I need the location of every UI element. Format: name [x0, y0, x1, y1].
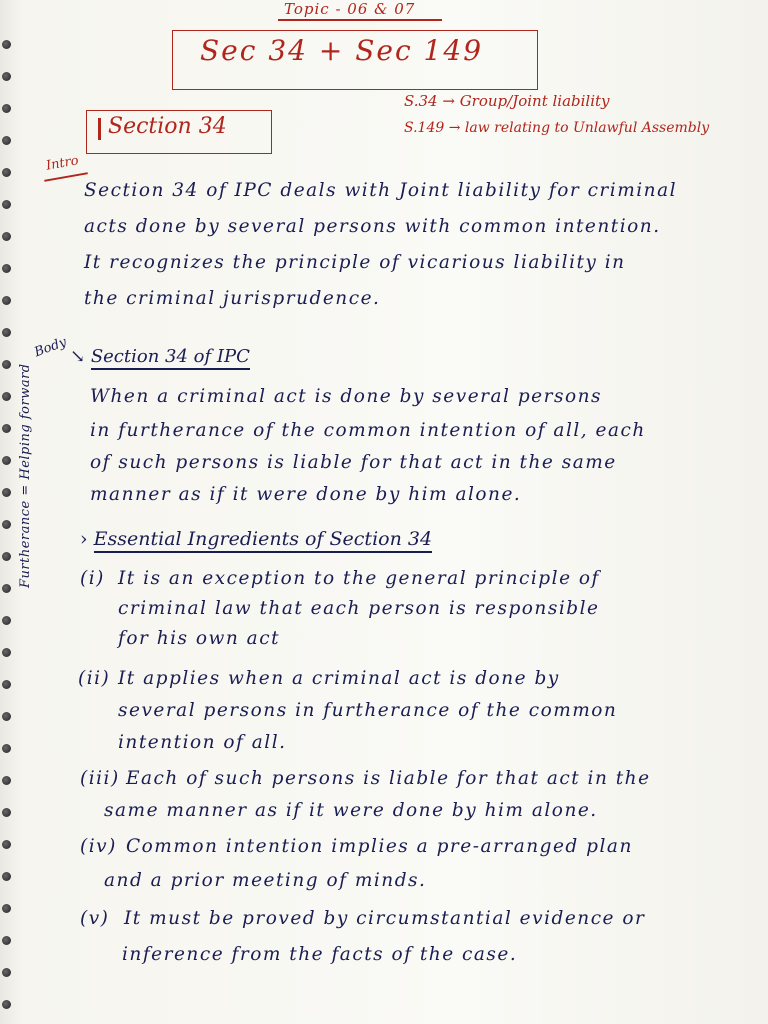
body-label: Body	[32, 334, 69, 361]
ingredient-2-number: (ii)	[78, 668, 111, 689]
ingredients-heading: › Essential Ingredients of Section 34	[80, 528, 432, 550]
side-note: Furtherance = Helping forward	[18, 363, 33, 588]
definition-line-1: When a criminal act is done by several persons	[90, 386, 602, 407]
ingredient-3-number: (iii)	[80, 768, 120, 789]
section-label: Section 34	[108, 114, 227, 139]
ingredient-2-line-3: intention of all.	[118, 732, 287, 753]
intro-line-4: the criminal jurisprudence.	[84, 288, 381, 309]
ingredient-3-line-1: Each of such persons is liable for that act in the	[126, 768, 651, 789]
ingredient-3-line-2: same manner as if it were done by him alone.	[104, 800, 598, 821]
definition-line-2: in furtherance of the common intention of all, each	[90, 420, 646, 441]
intro-line-3: It recognizes the principle of vicarious liability in	[84, 252, 626, 273]
definition-heading: ↘ Section 34 of IPC	[70, 346, 250, 367]
ingredient-5-line-1: It must be proved by circumstantial evidence or	[124, 908, 646, 929]
arrow-icon: ›	[80, 528, 94, 550]
intro-line-2: acts done by several persons with common intention.	[84, 216, 661, 237]
spiral-binding	[0, 0, 20, 1024]
ingredient-4-line-2: and a prior meeting of minds.	[104, 870, 427, 891]
page-title: Sec 34 + Sec 149	[200, 34, 484, 67]
ingredient-4-line-1: Common intention implies a pre-arranged plan	[126, 836, 633, 857]
intro-label: Intro	[44, 153, 80, 174]
topic-underline	[278, 19, 442, 21]
ingredient-4-number: (iv)	[80, 836, 117, 857]
ingredient-1-line-1: It is an exception to the general principle of	[118, 568, 600, 589]
section-label-bar	[98, 118, 101, 140]
definition-line-4: manner as if it were done by him alone.	[90, 484, 522, 505]
ingredient-1-line-3: for his own act	[118, 628, 281, 649]
intro-underline	[44, 172, 88, 181]
ingredient-2-line-1: It applies when a criminal act is done by	[118, 668, 560, 689]
arrow-icon: ↘	[70, 346, 91, 367]
reference-s149: S.149 → law relating to Unlawful Assembly	[404, 120, 710, 136]
ingredient-2-line-2: several persons in furtherance of the common	[118, 700, 618, 721]
definition-line-3: of such persons is liable for that act in the same	[90, 452, 617, 473]
topic-label: Topic - 06 & 07	[284, 0, 416, 18]
reference-s34: S.34 → Group/Joint liability	[404, 92, 610, 110]
intro-line-1: Section 34 of IPC deals with Joint liability for criminal	[84, 180, 678, 201]
ingredient-5-line-2: inference from the facts of the case.	[122, 944, 518, 965]
ingredient-5-number: (v)	[80, 908, 110, 929]
ingredient-1-number: (i)	[80, 568, 105, 589]
ingredient-1-line-2: criminal law that each person is responsible	[118, 598, 600, 619]
